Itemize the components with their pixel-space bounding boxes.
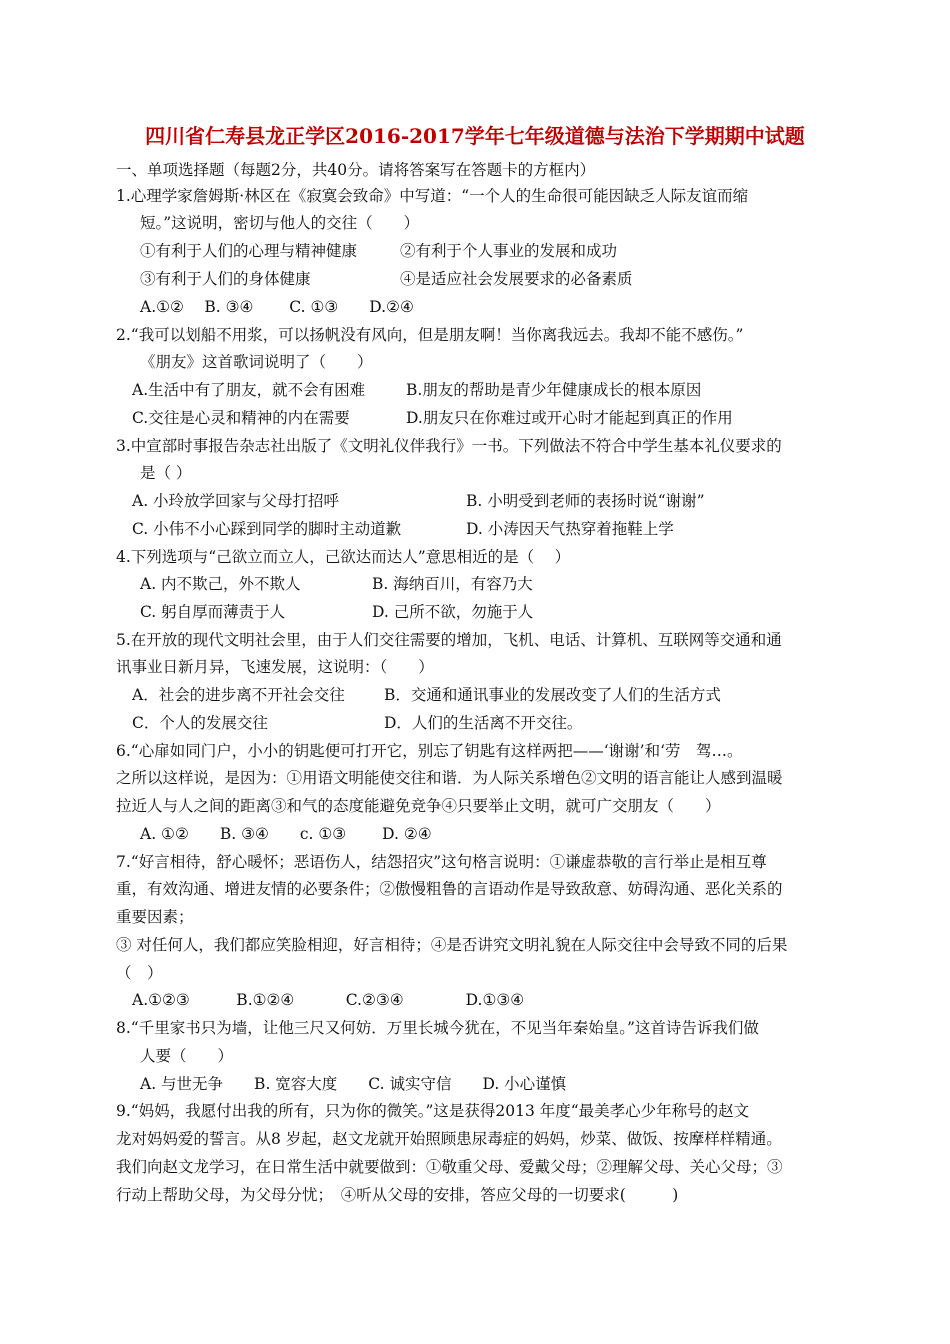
question-9-line1: 9.“妈妈，我愿付出我的所有，只为你的微笑。”这是获得2013 年度“最美孝心少年称号的赵文: [116, 1102, 750, 1120]
question-9-line3: 我们向赵文龙学习，在日常生活中就要做到：①敬重父母、爱戴父母；②理解父母、关心父母；③: [116, 1158, 783, 1176]
question-7-line2: 重，有效沟通、增进友情的必要条件；②傲慢粗鲁的言语动作是导致敌意、妨碍沟通、恶化关系的: [116, 880, 783, 898]
question-2-option-d: D.朋友只在你难过或开心时才能起到真正的作用: [406, 409, 733, 427]
question-3-option-d: D. 小涛因天气热穿着拖鞋上学: [466, 520, 674, 538]
exam-title: 四川省仁寿县龙正学区2016-2017学年七年级道德与法治下学期期中试题: [145, 124, 805, 148]
question-6-line1: 6.“心扉如同门户，小小的钥匙便可打开它，别忘了钥匙有这样两把——‘谢谢’和‘劳 驾…。: [116, 742, 743, 760]
question-8-stem-line1: 8.“千里家书只为墙，让他三尺又何妨．万里长城今犹在，不见当年秦始皇。”这首诗告诉我们做: [116, 1019, 759, 1037]
question-6-line2: 之所以这样说，是因为：①用语文明能使交往和谐．为人际关系增色②文明的语言能让人感到温暖: [116, 769, 783, 787]
question-1-stem-line1: 1.心理学家詹姆斯·林区在《寂寞会致命》中写道：“一个人的生命很可能因缺乏人际友谊而缩: [116, 187, 749, 205]
question-7-line1: 7.“好言相待，舒心暖怀；恶语伤人，结怨招灾”这句格言说明：①谦虚恭敬的言行举止是相互尊: [116, 853, 767, 871]
question-7-line5: （ ）: [116, 964, 163, 982]
question-4-option-c: C. 躬自厚而薄责于人: [140, 603, 286, 621]
question-8-options: A. 与世无争 B. 宽容大度 C. 诚实守信 D. 小心谨慎: [140, 1075, 567, 1093]
question-9-line4: 行动上帮助父母，为父母分忧； ④听从父母的安排，答应父母的一切要求( ): [116, 1186, 679, 1204]
question-1-statement-4: ④是适应社会发展要求的必备素质: [400, 270, 633, 288]
question-5-stem-line1: 5.在开放的现代文明社会里，由于人们交往需要的增加，飞机、电话、计算机、互联网等交通和通: [116, 631, 782, 649]
question-5-option-d: D．人们的生活离不开交往。: [384, 714, 583, 732]
question-2-option-a: A.生活中有了朋友，就不会有困难: [132, 381, 366, 399]
question-1-options: A.①② B. ③④ C. ①③ D.②④: [140, 298, 414, 316]
question-3-option-c: C. 小伟不小心踩到同学的脚时主动道歉: [132, 520, 402, 538]
question-1-stem-line2: 短。”这说明，密切与他人的交往（ ）: [140, 214, 420, 232]
question-6-line3: 拉近人与人之间的距离③和气的态度能避免竞争④只要举止文明，就可广交朋友（ ）: [116, 797, 721, 815]
question-6-options: A. ①② B. ③④ c. ①③ D. ②④: [140, 825, 432, 843]
question-2-stem-line1: 2.“我可以划船不用浆，可以扬帆没有风向，但是朋友啊！当你离我远去。我却不能不感伤。”: [116, 326, 744, 344]
question-2-option-b: B.朋友的帮助是青少年健康成长的根本原因: [406, 381, 702, 399]
question-8-stem-line2: 人要（ ）: [140, 1047, 234, 1065]
question-1-statement-1: ①有利于人们的心理与精神健康: [140, 242, 358, 260]
question-3-option-a: A. 小玲放学回家与父母打招呼: [132, 492, 340, 510]
question-9-line2: 龙对妈妈爱的誓言。从8 岁起，赵文龙就开始照顾患尿毒症的妈妈，炒菜、做饭、按摩样样精通。: [116, 1130, 782, 1148]
question-5-option-a: A．社会的进步离不开社会交往: [132, 686, 345, 704]
question-2-option-c: C.交往是心灵和精神的内在需要: [132, 409, 350, 427]
question-4-option-a: A. 内不欺己，外不欺人: [140, 575, 301, 593]
question-3-option-b: B. 小明受到老师的表扬时说“谢谢”: [466, 492, 705, 510]
question-4-stem: 4.下列选项与“己欲立而立人，己欲达而达人”意思相近的是（ ）: [116, 548, 571, 566]
question-4-option-d: D. 己所不欲，勿施于人: [372, 603, 534, 621]
question-4-option-b: B. 海纳百川，有容乃大: [372, 575, 533, 593]
question-3-stem-line2: 是（ ）: [140, 464, 192, 482]
question-7-line4: ③ 对任何人，我们都应笑脸相迎，好言相待；④是否讲究文明礼貌在人际交往中会导致不同的后果: [116, 936, 788, 954]
question-3-stem-line1: 3.中宣部时事报告杂志社出版了《文明礼仪伴我行》一书。下列做法不符合中学生基本礼仪要求的: [116, 437, 782, 455]
question-5-option-c: C．个人的发展交往: [132, 714, 268, 732]
question-7-options: A.①②③ B.①②④ C.②③④ D.①③④: [132, 991, 525, 1009]
question-1-statement-3: ③有利于人们的身体健康: [140, 270, 311, 288]
question-2-stem-line2: 《朋友》这首歌词说明了（ ）: [140, 353, 373, 371]
question-7-line3: 重要因素；: [116, 908, 194, 926]
question-5-stem-line2: 讯事业日新月异，飞速发展，这说明：（ ）: [116, 658, 434, 676]
question-5-option-b: B．交通和通讯事业的发展改变了人们的生活方式: [384, 686, 721, 704]
question-1-statement-2: ②有利于个人事业的发展和成功: [400, 242, 618, 260]
section-heading: 一、单项选择题（每题2分，共40分。请将答案写在答题卡的方框内）: [116, 161, 596, 179]
